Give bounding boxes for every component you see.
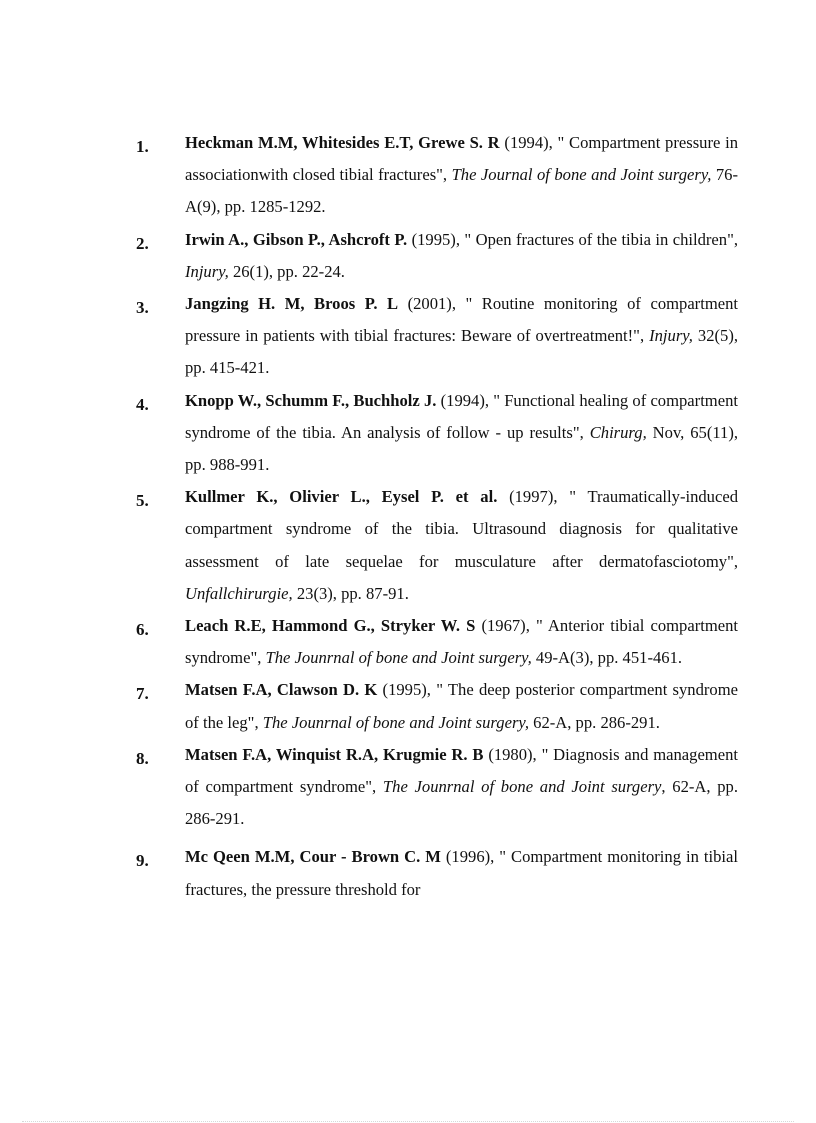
reference-authors: Matsen F.A, Clawson D. K bbox=[185, 680, 378, 700]
reference-year: (1994), bbox=[436, 390, 494, 410]
reference-number: 5. bbox=[136, 491, 149, 511]
reference-year: (2001), bbox=[398, 294, 466, 314]
reference-authors: Irwin A., Gibson P., Ashcroft P. bbox=[185, 229, 408, 249]
reference-item bbox=[0, 127, 816, 224]
reference-journal: The Jounrnal of bone and Joint surgery bbox=[382, 777, 662, 797]
reference-title: " Anterior tibial compartment syndrome", bbox=[185, 616, 739, 668]
reference-item bbox=[0, 288, 816, 385]
reference-details: 32(5), pp. 415-421. bbox=[185, 326, 738, 378]
reference-details: 49-A(3), pp. 451-461. bbox=[531, 648, 683, 668]
reference-item bbox=[0, 224, 816, 288]
reference-title: " Diagnosis and management of compartment syndrome", bbox=[185, 744, 738, 797]
reference-number: 1. bbox=[136, 137, 149, 156]
reference-number: 7. bbox=[136, 684, 149, 704]
reference-item bbox=[0, 481, 816, 610]
reference-text bbox=[185, 674, 738, 738]
reference-journal: The Journal of bone and Joint surgery, bbox=[451, 165, 712, 185]
reference-details: , 62-A, pp. 286-291. bbox=[185, 777, 738, 829]
reference-text bbox=[185, 127, 738, 224]
page-bottom-divider bbox=[22, 1121, 794, 1122]
reference-authors: Mc Qeen M.M, Cour - Brown C. M bbox=[185, 847, 441, 867]
reference-number: 4. bbox=[136, 394, 149, 414]
reference-authors: Jangzing H. M, Broos P. L bbox=[185, 294, 399, 314]
reference-authors: Kullmer K., Olivier L., Eysel P. et al. bbox=[185, 487, 498, 507]
reference-authors: Leach R.E, Hammond G., Stryker W. S bbox=[185, 616, 476, 636]
reference-title: " The deep posterior compartment syndrome of the leg", bbox=[185, 680, 738, 732]
reference-details: Nov, 65(11), pp. 988-991. bbox=[185, 422, 739, 475]
reference-journal: Unfallchirurgie, bbox=[185, 583, 293, 603]
reference-title: " Open fractures of the tibia in children", bbox=[464, 229, 739, 249]
reference-title: " Compartment pressure in associationwith closed tibial fractures", bbox=[185, 133, 738, 185]
reference-item bbox=[0, 674, 816, 738]
reference-number: 2. bbox=[136, 233, 149, 253]
reference-year: (1996), bbox=[440, 847, 500, 867]
reference-journal: The Jounrnal of bone and Joint surgery, bbox=[265, 648, 532, 668]
reference-year: (1997), bbox=[497, 487, 570, 507]
reference-journal: The Jounrnal of bone and Joint surgery, bbox=[262, 712, 529, 732]
reference-year: (1980), bbox=[483, 744, 542, 764]
reference-journal: Injury, bbox=[649, 326, 693, 346]
reference-text bbox=[185, 288, 738, 385]
reference-text bbox=[185, 610, 738, 674]
reference-details: 76-A(9), pp. 1285-1292. bbox=[185, 165, 739, 217]
reference-journal: Chirurg, bbox=[589, 422, 647, 442]
reference-title: " Functional healing of compartment syndrome of the tibia. An analysis of follow - up results", bbox=[185, 390, 738, 442]
reference-text bbox=[185, 739, 738, 836]
reference-text bbox=[185, 385, 738, 482]
reference-title: " Compartment monitoring in tibial fractures, the pressure threshold for bbox=[185, 847, 738, 899]
reference-text bbox=[185, 841, 738, 905]
reference-authors: Knopp W., Schumm F., Buchholz J. bbox=[185, 390, 437, 410]
reference-item bbox=[0, 841, 816, 905]
reference-year: (1967), bbox=[475, 616, 536, 636]
reference-year: (1995), bbox=[377, 680, 437, 700]
reference-number: 6. bbox=[136, 620, 149, 640]
reference-number: 9. bbox=[136, 851, 149, 871]
reference-title: " Routine monitoring of compartment pressure in patients with tibial fractures: Beware of overtreatment!", bbox=[185, 294, 738, 346]
reference-text bbox=[185, 481, 738, 610]
reference-list bbox=[0, 127, 816, 906]
reference-details: 23(3), pp. 87-91. bbox=[292, 583, 409, 603]
reference-year: (1994), bbox=[499, 133, 558, 152]
reference-authors: Matsen F.A, Winquist R.A, Krugmie R. B bbox=[185, 744, 484, 764]
reference-journal: Injury, bbox=[185, 261, 229, 281]
reference-item bbox=[0, 385, 816, 482]
reference-details: 26(1), pp. 22-24. bbox=[228, 261, 345, 281]
reference-details: 62-A, pp. 286-291. bbox=[529, 712, 660, 732]
reference-number: 8. bbox=[136, 748, 149, 768]
reference-text bbox=[185, 224, 738, 288]
reference-item bbox=[0, 739, 816, 836]
reference-title: " Traumatically-induced compartment syndrome of the tibia. Ultrasound diagnosis for qualitative assessment of late sequelae for musculature after dermatofasciotomy", bbox=[185, 487, 739, 571]
reference-number: 3. bbox=[136, 298, 149, 318]
reference-authors: Heckman M.M, Whitesides E.T, Grewe S. R bbox=[185, 133, 500, 152]
reference-item bbox=[0, 610, 816, 674]
reference-year: (1995), bbox=[407, 229, 465, 249]
